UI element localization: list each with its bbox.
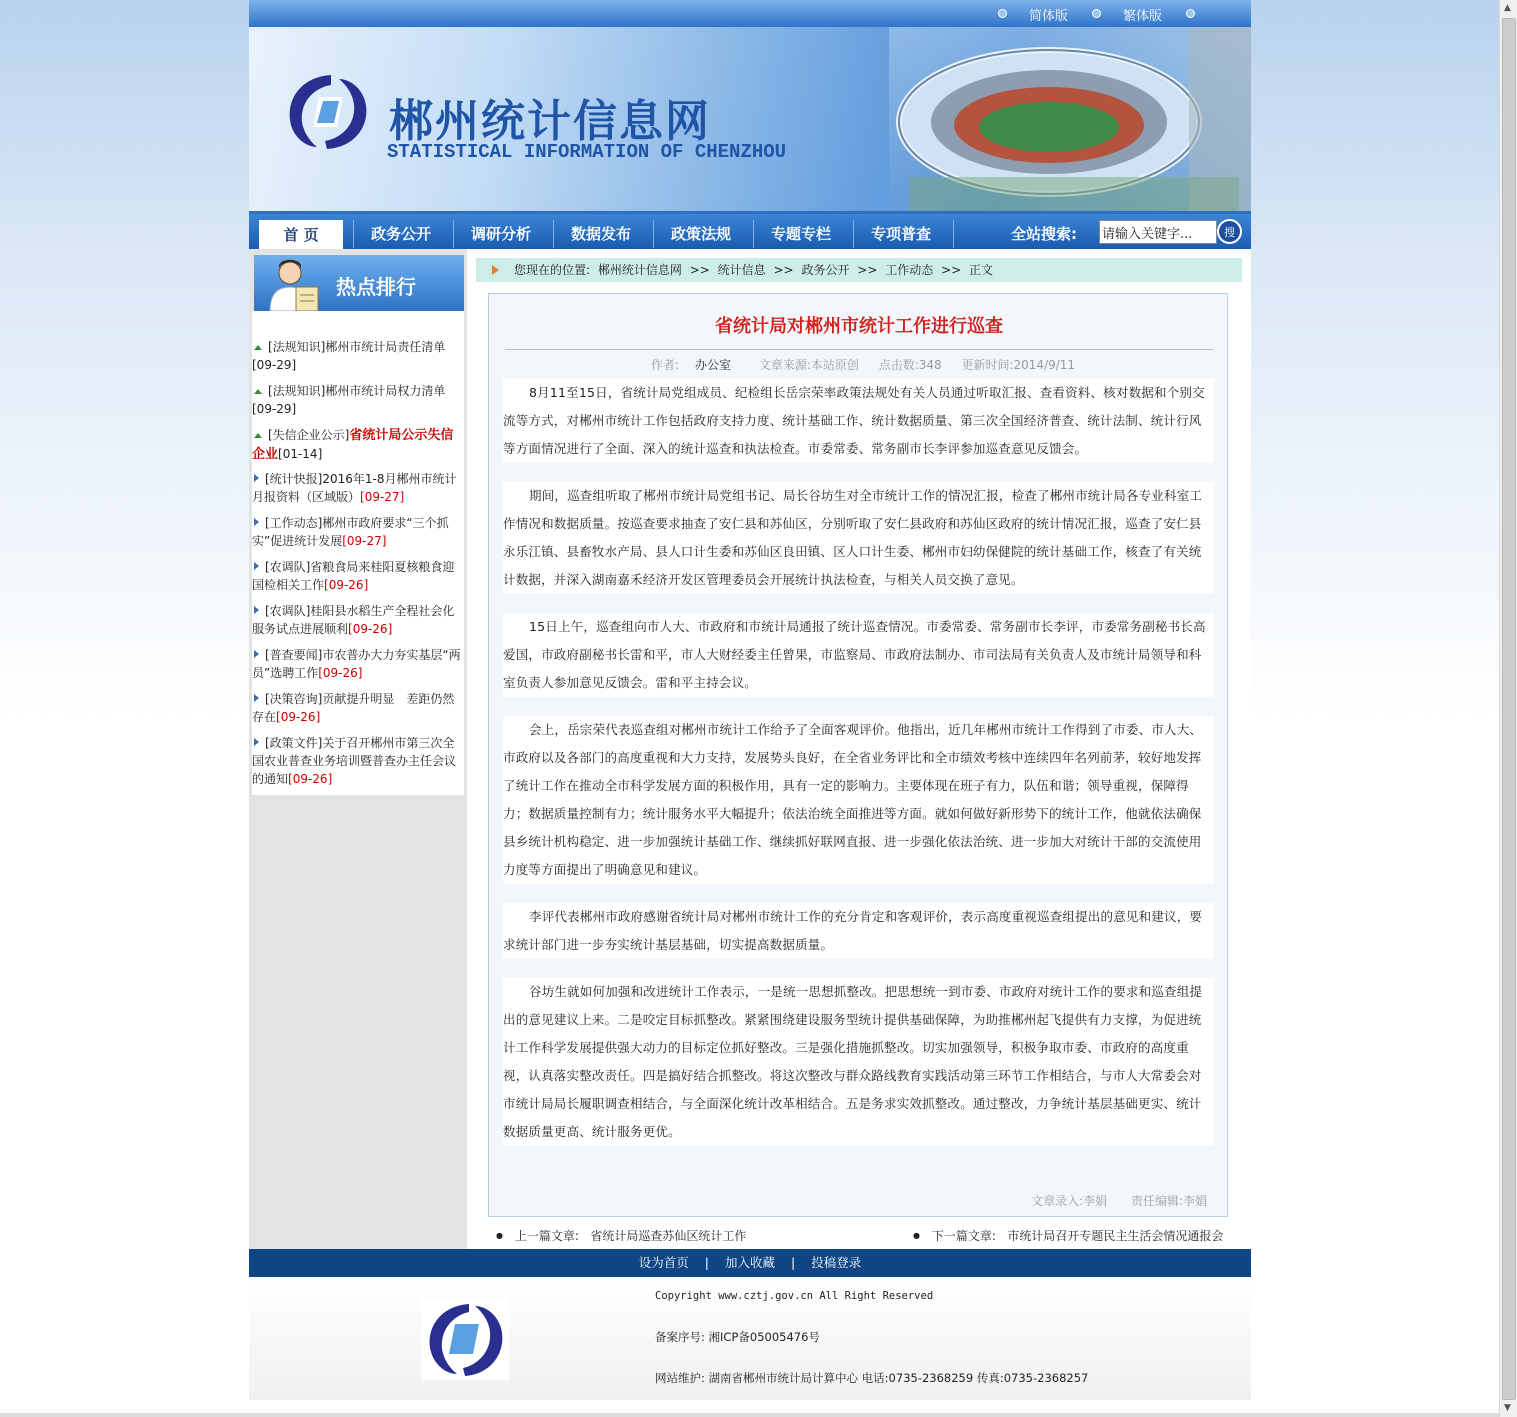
copyright-text: Copyright www.cztj.gov.cn All Right Reserved bbox=[655, 1290, 934, 1302]
article-footer bbox=[1011, 1192, 1207, 1209]
set-homepage-link[interactable]: 设为首页 bbox=[638, 1255, 689, 1270]
arrow-right-icon bbox=[254, 650, 259, 658]
breadcrumb-label: 您现在的位置: bbox=[514, 263, 591, 277]
list-item[interactable]: [农调队]省粮食局来桂阳夏核粮食迎国检相关工作[09-26] bbox=[252, 560, 455, 592]
prev-article: ● 上一篇文章: 省统计局巡查苏仙区统计工作 bbox=[496, 1227, 746, 1244]
breadcrumb bbox=[476, 258, 1242, 282]
hot-ranking-header bbox=[254, 255, 464, 311]
scroll-up-icon[interactable]: ▲ bbox=[1504, 3, 1511, 13]
breadcrumb-sep: >> bbox=[857, 263, 878, 277]
hot-ranking-list bbox=[252, 311, 464, 795]
footer-logo bbox=[421, 1298, 509, 1380]
nav-separator bbox=[453, 220, 454, 248]
nav-separator bbox=[553, 220, 554, 248]
nav-item-research[interactable]: 调研分析 bbox=[471, 225, 532, 243]
arrow-right-icon bbox=[254, 694, 259, 702]
top-bar bbox=[249, 0, 1251, 27]
arrow-right-icon bbox=[254, 738, 259, 746]
list-item[interactable]: [统计快报]2016年1-8月郴州市统计月报资料（区域版）[09-27] bbox=[252, 472, 457, 504]
next-article-link[interactable]: 市统计局召开专题民主生活会情况通报会 bbox=[1007, 1229, 1224, 1243]
arrow-up-icon bbox=[254, 389, 262, 394]
icp-text: 备案序号: 湘ICP备05005476号 bbox=[655, 1330, 820, 1344]
window-edge bbox=[0, 1413, 1499, 1417]
arrow-right-icon bbox=[254, 518, 259, 526]
article bbox=[488, 293, 1228, 1217]
scrollbar-thumb[interactable] bbox=[1502, 18, 1516, 1400]
article-author: 办公室 bbox=[694, 358, 731, 372]
footer bbox=[249, 1277, 1251, 1400]
search-input[interactable] bbox=[1099, 220, 1217, 244]
arrow-up-icon bbox=[254, 345, 262, 350]
page-container bbox=[249, 0, 1251, 1400]
breadcrumb-sep: >> bbox=[689, 263, 710, 277]
list-item[interactable]: [普查要闻]市农普办大力夯实基层“两员”选聘工作[09-26] bbox=[252, 648, 461, 680]
stadium-image bbox=[889, 27, 1251, 211]
breadcrumb-sep: >> bbox=[773, 263, 794, 277]
divider bbox=[505, 349, 1213, 350]
breadcrumb-work[interactable]: 工作动态 bbox=[885, 263, 934, 277]
article-meta: 作者: 办公室 文章来源:本站原创 点击数:348 更新时间:2014/9/11 bbox=[650, 358, 1076, 372]
list-item[interactable]: [政策文件]关于召开郴州市第三次全国农业普查业务培训暨普查办主任会议的通知[09-26] bbox=[252, 736, 457, 786]
bullet-icon bbox=[998, 9, 1007, 18]
article-updated: 更新时间:2014/9/11 bbox=[961, 358, 1076, 372]
article-paragraph: 15日上午，巡查组向市人大、市政府和市统计局通报了统计巡查情况。市委常委、常务副市长李评，市委常务副秘书长高爱国，市政府副秘书长雷和平，市人大财经委主任曾果，市监察局、市政府法制办、市司法局有关负责人及市统计局领导和科室负责人参加意见反馈会。雷和平主持会议。 bbox=[503, 613, 1214, 697]
bullet-icon bbox=[1092, 9, 1101, 18]
bullet-icon bbox=[1186, 9, 1195, 18]
submit-login-link[interactable]: 投稿登录 bbox=[811, 1255, 862, 1270]
arrow-right-icon bbox=[254, 562, 259, 570]
user-icon bbox=[264, 257, 324, 311]
nav-item-data-release[interactable]: 数据发布 bbox=[571, 225, 632, 243]
banner bbox=[249, 27, 1251, 211]
site-title: 郴州统计信息网 bbox=[389, 96, 711, 147]
breadcrumb-stats[interactable]: 统计信息 bbox=[717, 263, 766, 277]
arrow-right-icon bbox=[254, 474, 259, 482]
nav-separator bbox=[753, 220, 754, 248]
nav-item-gov-affairs[interactable]: 政务公开 bbox=[371, 225, 432, 243]
vertical-scrollbar[interactable] bbox=[1499, 0, 1517, 1417]
next-article: ● 下一篇文章: 市统计局召开专题民主生活会情况通报会 bbox=[913, 1227, 1223, 1244]
nav-home[interactable]: 首 页 bbox=[259, 220, 343, 252]
simplified-link[interactable]: 简体版 bbox=[1029, 9, 1069, 24]
arrow-right-icon bbox=[254, 606, 259, 614]
nav-item-census[interactable]: 专项普查 bbox=[871, 225, 932, 243]
list-item[interactable]: [法规知识]郴州市统计局责任清单 [09-29] bbox=[252, 340, 446, 372]
breadcrumb-sep: >> bbox=[941, 263, 962, 277]
list-item[interactable]: [决策咨询]贡献提升明显 差距仍然存在[09-26] bbox=[252, 692, 455, 724]
list-item[interactable]: [工作动态]郴州市政府要求“三个抓实”促进统计发展[09-27] bbox=[252, 516, 449, 548]
article-paragraph: 8月11至15日，省统计局党组成员、纪检组长岳宗荣率政策法规处有关人员通过听取汇报、查看资料、核对数据和个别交流等方式，对郴州市统计工作包括政府支持力度、统计基础工作、统计数据质量、第三次全国经济普查、统计法制、统计行风等方面情况进行了全面、深入的统计巡查和执法检查。市委常委、常务副市长李评参加巡查意见反馈会。 bbox=[503, 379, 1214, 463]
hot-ranking-title: 热点排行 bbox=[336, 275, 416, 299]
article-title: 省统计局对郴州市统计工作进行巡查 bbox=[715, 316, 1003, 337]
footer-links: 设为首页 | 加入收藏 | 投稿登录 bbox=[249, 1249, 1251, 1277]
site-subtitle: STATISTICAL INFORMATION OF CHENZHOU bbox=[387, 141, 787, 163]
nav-separator bbox=[953, 220, 954, 248]
scroll-down-icon[interactable]: ▼ bbox=[1504, 1403, 1511, 1413]
article-editor: 责任编辑:李娟 bbox=[1130, 1194, 1207, 1208]
maintainer-text: 网站维护: 湖南省郴州市统计局计算中心 电话:0735-2368259 传真:0735-2368257 bbox=[655, 1371, 1089, 1385]
traditional-link[interactable]: 繁体版 bbox=[1123, 9, 1163, 24]
article-source: 文章来源:本站原创 bbox=[758, 358, 859, 372]
list-item[interactable]: [农调队]桂阳县水稻生产全程社会化服务试点进展顺利[09-26] bbox=[252, 604, 455, 636]
arrow-right-icon bbox=[492, 265, 499, 275]
article-paragraph: 李评代表郴州市政府感谢省统计局对郴州市统计工作的充分肯定和客观评价，表示高度重视巡查组提出的意见和建议，要求统计部门进一步夯实统计基层基础，切实提高数据质量。 bbox=[503, 903, 1214, 959]
nav-item-policy[interactable]: 政策法规 bbox=[671, 225, 732, 243]
article-clicks: 点击数:348 bbox=[878, 358, 942, 372]
left-sidebar bbox=[249, 249, 467, 1249]
article-paragraph: 谷坊生就如何加强和改进统计工作表示，一是统一思想抓整改。把思想统一到市委、市政府对统计工作的要求和巡查组提出的意见建议上来。二是咬定目标抓整改。紧紧围绕建设服务型统计提供基础保障，为助推郴州起飞提供有力支撑，为促进统计工作科学发展提供强大动力的目标定位抓好整改。三是强化措施抓整改。切实加强领导，积极争取市委、市政府的高度重视，认真落实整改责任。四是搞好结合抓整改。将这次整改与群众路线教育实践活动第三环节工作相结合，与市人大常委会对市统计局局长履职调查相结合，与全面深化统计改革相结合。五是务求实效抓整改。通过整改，力争统计基层基础更实、统计数据质量更高、统计服务更优。 bbox=[503, 978, 1214, 1146]
add-favorite-link[interactable]: 加入收藏 bbox=[724, 1255, 775, 1270]
breadcrumb-home[interactable]: 郴州统计信息网 bbox=[597, 263, 682, 277]
breadcrumb-gov[interactable]: 政务公开 bbox=[801, 263, 850, 277]
article-paragraph: 期间，巡查组听取了郴州市统计局党组书记、局长谷坊生对全市统计工作的情况汇报，检查了郴州市统计局各专业科室工作情况和数据质量。按巡查要求抽查了安仁县和苏仙区，分别听取了安仁县政府和苏仙区政府的统计情况汇报，巡查了安仁县永乐江镇、县畜牧水产局、县人口计生委和苏仙区良田镇、区人口计生委、郴州市妇幼保健院的统计基础工作，核查了有关统计数据，并深入湖南嘉禾经济开发区管理委员会开展统计执法检查，与相关人员交换了意见。 bbox=[503, 482, 1214, 594]
nav-item-topics[interactable]: 专题专栏 bbox=[771, 225, 832, 243]
breadcrumb-current: 正文 bbox=[969, 263, 994, 277]
nav-separator bbox=[653, 220, 654, 248]
prev-article-link[interactable]: 省统计局巡查苏仙区统计工作 bbox=[590, 1229, 747, 1243]
nav-separator bbox=[353, 220, 354, 248]
main-nav bbox=[249, 211, 1251, 249]
arrow-up-icon bbox=[254, 433, 262, 438]
search-label: 全站搜索: bbox=[1011, 225, 1077, 243]
article-paragraph: 会上，岳宗荣代表巡查组对郴州市统计工作给予了全面客观评价。他指出，近几年郴州市统计工作得到了市委、市人大、市政府以及各部门的高度重视和大力支持，发展势头良好，在全省业务评比和全市绩效考核中连续四年名列前茅，较好地发挥了统计工作在推动全市科学发展方面的积极作用，具有一定的影响力。主要体现在班子有力，队伍和谐；领导重视，保障得力；数据质量控制有力；统计服务水平大幅提升；依法治统全面推进等方面。就如何做好新形势下的统计工作，他就依法确保县乡统计机构稳定、进一步加强统计基础工作、继续抓好联网直报、进一步强化依法治统、进一步加大对统计干部的交流使用力度等方面提出了明确意见和建议。 bbox=[503, 716, 1214, 884]
list-item[interactable]: [法规知识]郴州市统计局权力清单 [09-29] bbox=[252, 384, 446, 416]
site-logo bbox=[279, 67, 379, 157]
article-entry: 文章录入:李娟 bbox=[1031, 1194, 1108, 1208]
list-item[interactable]: [失信企业公示]省统计局公示失信企业[01-14] bbox=[252, 428, 454, 462]
search-button[interactable]: 搜 bbox=[1217, 219, 1242, 244]
nav-separator bbox=[853, 220, 854, 248]
